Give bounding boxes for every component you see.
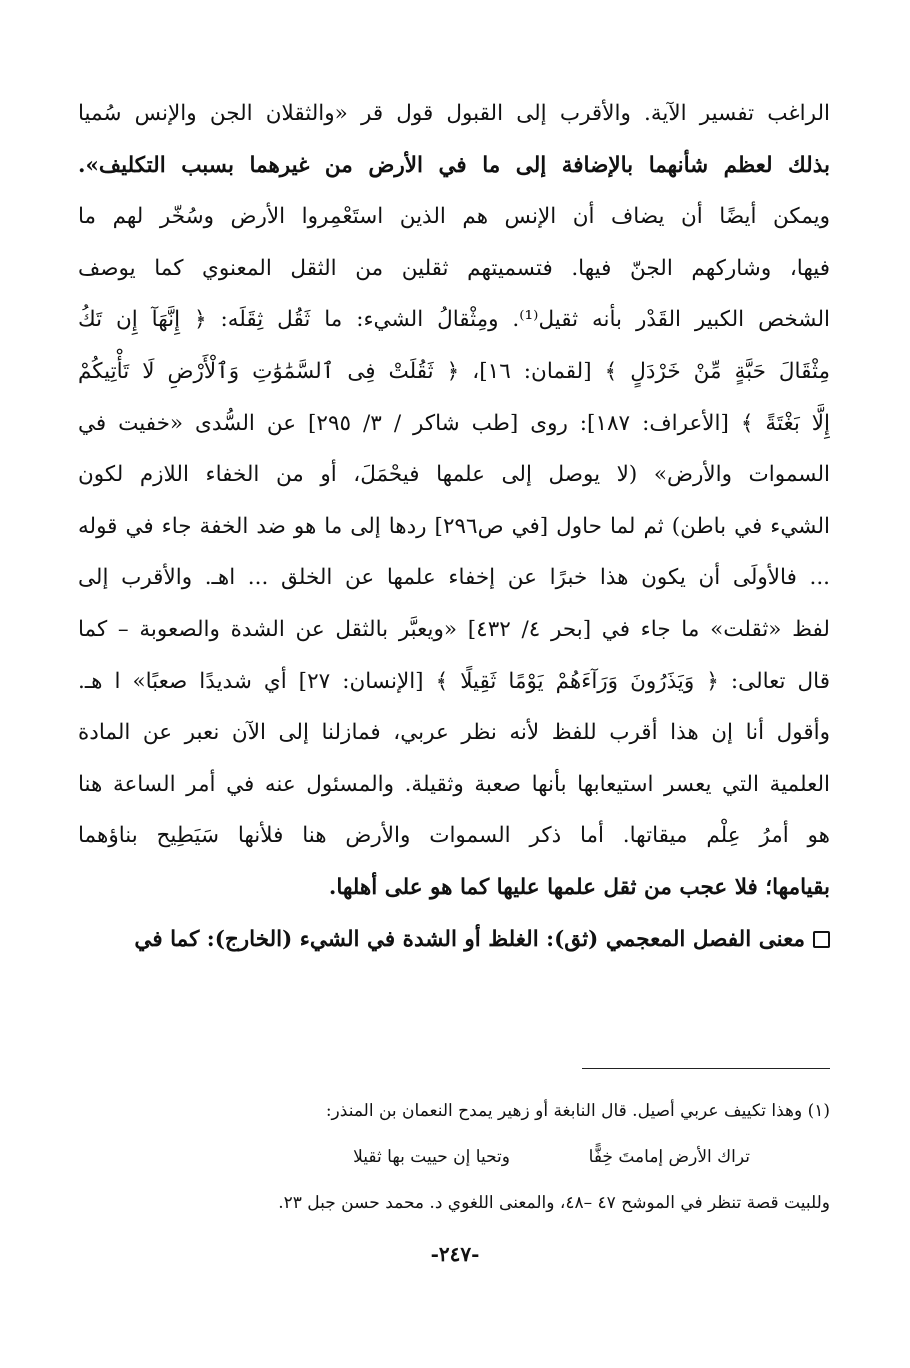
page-number: -٢٤٧- bbox=[430, 1242, 480, 1266]
checkbox-square-icon bbox=[813, 931, 830, 948]
poem-verse bbox=[78, 1134, 830, 1180]
text-line: السموات والأرض» (لا يوصل إلى علمها فيحْمَلَ، أو من الخفاء اللازم لكون bbox=[78, 462, 830, 488]
verse-first-hemistich: تراك الأرض إمامتَ خِفًّا bbox=[588, 1147, 750, 1167]
text-line: قال تعالى: ﴿ وَيَذَرُونَ وَرَآءَهُمْ يَوْمًا ثَقِيلًا ﴾ [الإنسان: ٢٧] أي شديدًا صعبًا» ا هـ. bbox=[78, 668, 830, 694]
section-heading: معنى الفصل المعجمي (ثق): الغلظ أو الشدة في الشيء (الخارج): كما في bbox=[134, 926, 805, 952]
text-line: لفظ «ثقلت» ما جاء في [بحر ٤/ ٤٣٢] «ويعبَّر بالثقل عن الشدة والصعوبة – كما bbox=[78, 616, 830, 642]
section-heading-line bbox=[78, 914, 830, 966]
text-line: فيها، وشاركهم الجنّ فيها. فتسميتهم ثقلين من الثقل المعنوي كما يوصف bbox=[78, 255, 830, 281]
text-line: ... فالأولَى أن يكون هذا خبرًا عن إخفاء علمها عن الخلق ... اهـ. والأقرب إلى bbox=[78, 565, 830, 591]
text-line: العلمية التي يعسر استيعابها بأنها صعبة وثقيلة. والمسئول عنه في أمر الساعة هنا bbox=[78, 771, 830, 797]
text-line: وأقول أنا إن هذا أقرب للفظ لأنه نظر عربي، فمازلنا إلى الآن نعبر عن المادة bbox=[78, 720, 830, 746]
text-line: الراغب تفسير الآية. والأقرب إلى القبول قول قر «والثقلان الجن والإنس سُميا bbox=[78, 101, 830, 126]
verse-second-hemistich: وتحيا إن حييت بها ثقيلا bbox=[353, 1147, 510, 1167]
text-line: ويمكن أيضًا أن يضاف أن الإنس هم الذين استَعْمِروا الأرض وسُخّر لهم ما bbox=[78, 204, 830, 230]
text-line: إِلَّا بَغْتَةً ﴾ [الأعراف: ١٨٧]: روى [طب شاكر / ٣/ ٢٩٥] عن السُّدى «خفيت في bbox=[78, 410, 830, 436]
text-line: الشخص الكبير القَدْر بأنه ثقيل⁽¹⁾. ومِثْقالُ الشيء: ما ثَقُل ثِقَلَه: ﴿ إِنَّهَآ إِن تَكُ bbox=[78, 307, 830, 333]
text-line: بذلك لعظم شأنهما بالإضافة إلى ما في الأرض من غيرهما بسبب التكليف». bbox=[78, 152, 830, 178]
main-text bbox=[78, 88, 830, 965]
footnote-divider bbox=[582, 1068, 830, 1069]
footnote-1: (١) وهذا تكييف عربي أصيل. قال النابغة أو زهير يمدح النعمان بن المنذر: bbox=[325, 1101, 830, 1121]
text-line: الشيء في باطن) ثم لما حاول [في ص٢٩٦] ردها إلى ما هو ضد الخفة جاء في قوله bbox=[78, 513, 830, 539]
text-line: مِثْقَالَ حَبَّةٍ مِّنْ خَرْدَلٍ ﴾ [لقمان: ١٦]، ﴿ ثَقُلَتْ فِى ٱلسَّمَٰوَٰتِ وَٱلْأَرْضِ لَا تَأْتِيكُمْ bbox=[78, 358, 830, 384]
footnotes bbox=[78, 1088, 830, 1226]
footnote-1-continued: وللبيت قصة تنظر في الموشح ٤٧ –٤٨، والمعنى اللغوي د. محمد حسن جبل ٢٣. bbox=[278, 1193, 830, 1213]
text-line: بقيامها؛ فلا عجب من ثقل علمها عليها كما هو على أهلها. bbox=[328, 874, 830, 900]
text-line: هو أمرُ عِلْم ميقاتها. أما ذكر السموات والأرض هنا فلأنها سَيَطِيح بناؤهما bbox=[78, 823, 830, 849]
